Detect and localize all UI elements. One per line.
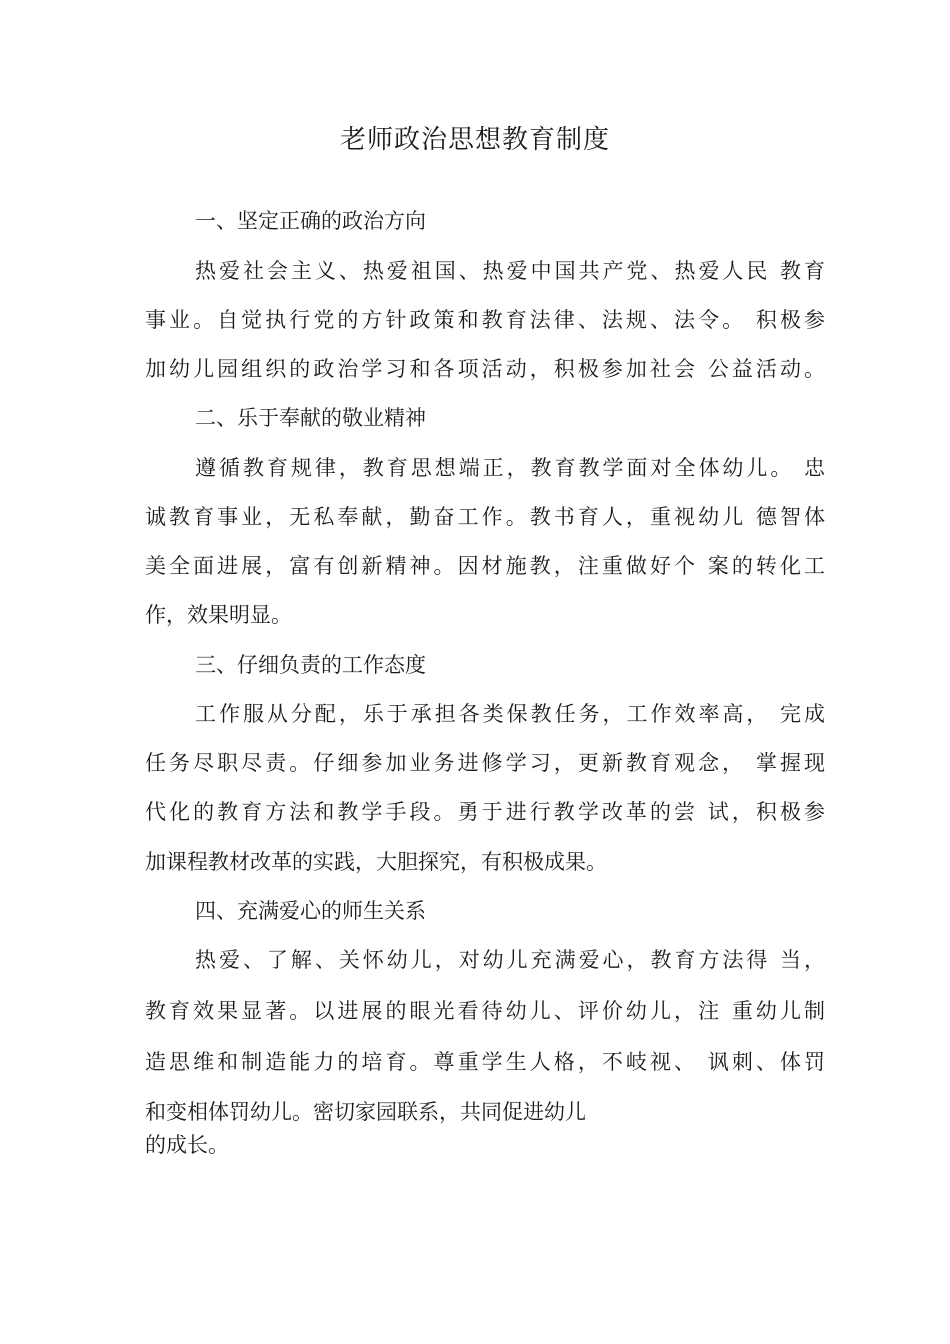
section-heading-1: 一、坚定正确的政治方向 — [195, 209, 426, 233]
paragraph-line: 热爱、了解、关怀幼儿，对幼儿充满爱心，教育方法得 当， — [195, 948, 825, 972]
paragraph-line: 工作服从分配，乐于承担各类保教任务，工作效率高， 完成 — [195, 702, 825, 726]
section-heading-2: 二、乐于奉献的敬业精神 — [195, 406, 426, 430]
document-title: 老师政治思想教育制度 — [339, 125, 610, 155]
paragraph-line: 作，效果明显。 — [145, 603, 292, 627]
paragraph-line: 造思维和制造能力的培育。尊重学生人格，不岐视、 讽刺、体罚 — [145, 1050, 825, 1074]
paragraph-line: 遵循教育规律，教育思想端正，教育教学面对全体幼儿。 忠 — [195, 456, 825, 480]
paragraph-line: 诚教育事业，无私奉献，勤奋工作。教书育人，重视幼儿 德智体 — [145, 505, 825, 529]
paragraph-line: 事业。自觉执行党的方针政策和教育法律、法规、法令。 积极参 — [145, 308, 825, 332]
paragraph-line: 加幼儿园组织的政治学习和各项活动，积极参加社会 公益活动。 — [145, 357, 825, 381]
paragraph-line: 加课程教材改革的实践，大胆探究，有积极成果。 — [145, 850, 607, 874]
paragraph-line: 教育效果显著。以进展的眼光看待幼儿、评价幼儿，注 重幼儿制 — [145, 999, 825, 1023]
paragraph-line: 代化的教育方法和教学手段。勇于进行教学改革的尝 试，积极参 — [145, 800, 825, 824]
paragraph-line: 热爱社会主义、热爱祖国、热爱中国共产党、热爱人民 教育 — [195, 259, 825, 283]
paragraph-line: 任务尽职尽责。仔细参加业务进修学习，更新教育观念， 掌握现 — [145, 751, 825, 775]
section-heading-4: 四、充满爱心的师生关系 — [195, 899, 426, 923]
section-heading-3: 三、仔细负责的工作态度 — [195, 653, 426, 677]
paragraph-line: 的成长。 — [145, 1133, 229, 1157]
paragraph-line: 美全面进展，富有创新精神。因材施教，注重做好个 案的转化工 — [145, 554, 825, 578]
paragraph-line: 和变相体罚幼儿。密切家园联系，共同促进幼儿 — [145, 1100, 586, 1124]
